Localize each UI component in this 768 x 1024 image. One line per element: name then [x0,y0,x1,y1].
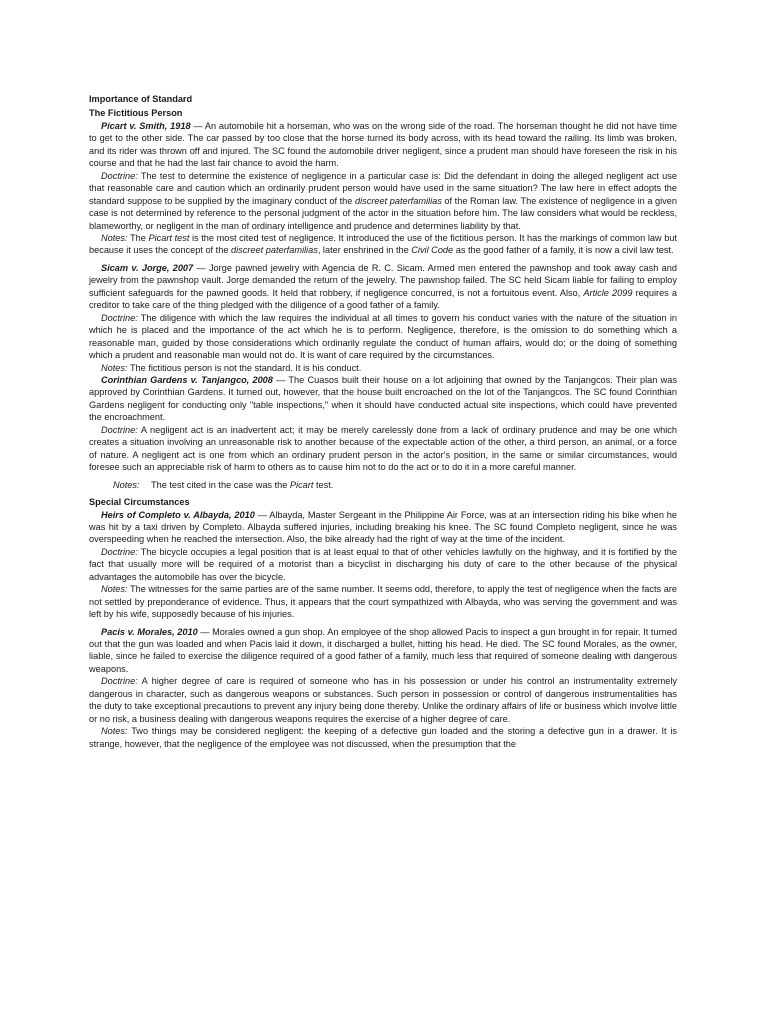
picart-notes-em2: discreet paterfamilias [231,245,318,256]
completo-facts [89,509,677,546]
corinthian-facts [89,374,677,424]
section-heading-special-circumstances: Special Circumstances [89,497,190,508]
picart-doctrine [89,170,677,232]
sicam-facts-a: — Jorge pawned jewelry with Agencia de R. C. Sicam. Armed men entered the pawnshop and took away cash and jewelry from the pawnshop vault. Jorge demanded the return of the jewelry. The pawnshop failed. The SC held Sicam liable for failing to employ sufficient safeguards for the pawned goods. It held that robbery, if negligence concurred, is not a fortuitous event. Also, [89,262,677,298]
pacis-notes [89,725,677,750]
pacis-facts-text: — Morales owned a gun shop. An employee of the shop allowed Pacis to inspect a gun brought in for repair. It turned out that the gun was loaded and when Pacis laid it down, it discharged a bullet, hitting his head. He died. The SC found Morales, as the owner, liable, since he failed to exercise the diligence required of a good father of a family, much less that required of someone dealing with dangerous weapons. [89,626,677,674]
sicam-doctrine-text: The diligence with which the law requires the individual at all times to govern his conduct varies with the nature of the situation in which he is placed and the importance of the act which he is to perform. Negligence, therefore, is the omission to do something which a reasonable man, guided by those considerations which ordinarily regulate the conduct of human affairs, would do; or the doing of something which a prudent and reasonable man would not do. It is want of care required by the circumstances. [89,312,677,361]
picart-notes-em3: Civil Code [411,245,454,256]
picart-doctrine-text-a: The test to determine the existence of negligence in a particular case is: Did the defendant in doing the alleged negligent act use that reasonable care and caution which an ordinarily prudent person would have used in the same situation? The law here in effect adopts the standard suppose to be supplied by the imaginary conduct of the [89,170,677,206]
picart-notes-d: as the good father of a family, it is now a civil law test. [453,245,674,256]
notes-label: Notes: [113,479,140,490]
case-title-sicam: Sicam v. Jorge, 2007 [101,262,194,273]
doctrine-label: Doctrine: [101,546,138,557]
case-title-picart: Picart v. Smith, 1918 [101,120,191,131]
sicam-facts [89,262,677,312]
picart-notes-b: is the most cited test of negligence. It introduced the use of the fictitious person. It has the markings of common law but because it uses the concept of the [89,232,677,256]
notes-label: Notes: [101,362,128,373]
section-heading-importance: Importance of Standard [89,94,193,104]
doctrine-label: Doctrine: [101,424,138,435]
corinthian-notes-em: Picart [289,479,314,490]
pacis-doctrine [89,675,677,725]
corinthian-doctrine-text: A negligent act is an inadvertent act; it may be merely carelessly done from a lack of ordinary prudence and may be one which creates a situation involving an unreasonable risk to another because of the expectable action of the other, a third person, an animal, or a force of nature. A negligent act is one from which an ordinary prudent person in the actor's position, in the same or similar circumstances, would foresee such an appreciable risk of harm to others as to cause him not to do the act or to do it in a more careful manner. [89,424,677,473]
completo-notes [89,583,677,620]
corinthian-notes-b: test. [313,479,334,490]
sicam-doctrine [89,312,677,362]
picart-notes [89,232,677,257]
doctrine-label: Doctrine: [101,676,138,687]
sicam-facts-b: requires a creditor to take care of the thing pledged with the diligence of a good father of a family. [89,287,677,311]
picart-doctrine-text-b: of the Roman law. The existence of negligence in a given case is not determined by reference to the personal judgment of the actor in the situation before him. The law considers what would be reckless, blameworthy, or negligent in the man of ordinary intelligence and prudence and determines liability by that. [89,195,677,231]
notes-label: Notes: [101,726,128,737]
picart-notes-a: The [127,232,149,243]
pacis-notes-text: Two things may be considered negligent: the keeping of a defective gun loaded and the storing a defective gun in a drawer. It is strange, however, that the negligence of the employee was not discussed, when the presumption that the [89,726,677,749]
completo-notes-text: The witnesses for the same parties are of the same number. It seems odd, therefore, to apply the test of negligence when the facts are not settled by preponderance of evidence. Thus, it appears that the court sympathized with Albayda, who was serving the government and was left by his wife, supposedly because of his injuries. [89,584,677,620]
sicam-facts-em: Article 2099 [583,287,633,298]
sicam-notes [89,362,677,374]
corinthian-notes [89,479,677,491]
picart-facts [89,120,677,170]
corinthian-notes-a: The test cited in the case was the [151,479,290,490]
pacis-facts [89,626,677,676]
picart-notes-em1: Picart test [148,232,190,243]
picart-doctrine-em: discreet paterfamilias [354,195,442,206]
doctrine-label: Doctrine: [101,170,138,181]
document-page [89,93,677,750]
corinthian-doctrine [89,424,677,474]
picart-facts-text: — An automobile hit a horseman, who was on the wrong side of the road. The horseman thought he did not have time to get to the other side. The car passed by too close that the horse turned its body across, with its head toward the railing. Its limb was broken, and its rider was thrown off and injured. The SC found the automobile driver negligent, since a prudent man should have foreseen the risk in his course and that he had the last fair chance to avoid the harm. [89,120,677,169]
notes-label: Notes: [101,584,128,595]
corinthian-facts-text: — The Cuasos built their house on a lot adjoining that owned by the Tanjangcos. Their plan was approved by Corinthian Gardens. It turned out, however, that the house built encroached on the lot of the Tanjangcos. The SC found Corinthian Gardens negligent for conducting only "table inspections," when it should have conducted actual site inspections, which could have prevented the encroachment. [89,374,677,423]
completo-doctrine-text: The bicycle occupies a legal position that is at least equal to that of other vehicles lawfully on the highway, and it is fortified by the fact that usually more will be required of a motorist than a bicyclist in discharging his duty of care to the other because of the physical advantages the automobile has over the bicycle. [89,546,677,582]
case-title-completo: Heirs of Completo v. Albayda, 2010 [101,509,255,520]
doctrine-label: Doctrine: [101,312,138,323]
sicam-notes-text: The fictitious person is not the standard. It is his conduct. [127,362,362,373]
picart-notes-c: , later enshrined in the [317,245,412,256]
completo-doctrine [89,546,677,583]
subheading-fictitious-person: The Fictitious Person [89,108,183,119]
completo-facts-text: — Albayda, Master Sergeant in the Philippine Air Force, was at an intersection riding his bike when he was hit by a taxi driven by Completo. Albayda suffered injuries, including breaking his knee. The SC found Completo negligent, since he was overspeeding when he reached the intersection. Also, the bike already had the right of way at the time of the incident. [89,509,677,545]
pacis-doctrine-text: A higher degree of care is required of someone who has in his possession or under his control an instrumentality extremely dangerous in character, such as dangerous weapons or substances. Such person in possession or control of dangerous instrumentalities has the duty to take exceptional precautions to prevent any injury being done thereby. Unlike the ordinary affairs of life or business which involve little or no risk, a business dealing with dangerous weapons requires the exercise of a higher degree of care. [89,676,677,724]
case-title-corinthian: Corinthian Gardens v. Tanjangco, 2008 [101,374,273,385]
notes-label: Notes: [101,232,128,243]
case-title-pacis: Pacis v. Morales, 2010 [101,626,198,637]
